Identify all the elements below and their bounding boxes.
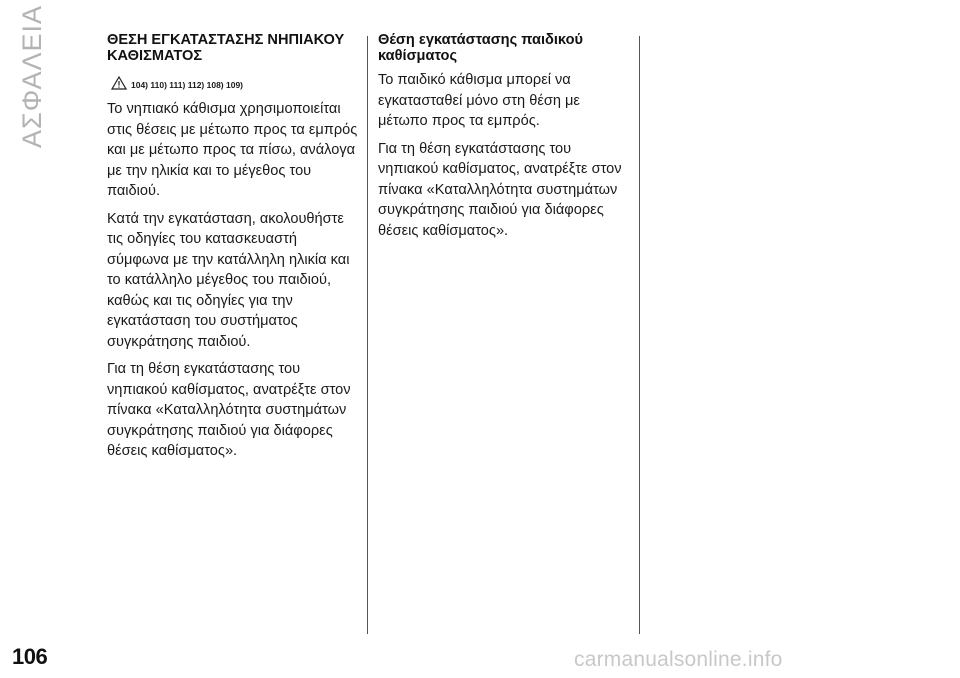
right-heading-line2: καθίσματος [378, 48, 458, 64]
left-paragraph-1: Το νηπιακό κάθισμα χρησιμοποιείται στις θέσεις με μέτωπο προς τα εμπρός και με μέτωπο προς τα πίσω, ανάλογα με την ηλικία και το μέγεθος του παιδιού. [107, 101, 358, 199]
right-paragraph-2: Για τη θέση εγκατάστασης του νηπιακού καθίσματος, ανατρέξτε στον πίνακα «Καταλληλότητα συστημάτων συγκράτησης παιδιού για διάφορες θέσεις καθίσματος». [378, 140, 622, 239]
watermark: carmanualsonline.info [574, 648, 783, 671]
warning-triangle-icon [111, 76, 127, 90]
left-column [107, 32, 359, 469]
left-heading-line2: ΚΑΘΙΣΜΑΤΟΣ [107, 48, 203, 64]
left-heading-line1: ΘΕΣΗ ΕΓΚΑΤΑΣΤΑΣΗΣ ΝΗΠΙΑΚΟΥ [107, 32, 345, 48]
right-heading-line1: Θέση εγκατάστασης παιδικού [378, 32, 583, 48]
left-heading [107, 32, 359, 64]
left-paragraph-2: Κατά την εγκατάσταση, ακολουθήστε τις οδηγίες του κατασκευαστή σύμφωνα με την κατάλληλη ηλικία και το κατάλληλο μέγεθος του παιδιού, καθώς και τις οδηγίες για την εγκατάσταση του συστήματος συγκράτησης παιδιού. [107, 210, 350, 350]
page-number: 106 [12, 644, 48, 669]
right-paragraph-1: Το παιδικό κάθισμα μπορεί να εγκατασταθεί μόνο στη θέση με μέτωπο προς τα εμπρός. [378, 72, 580, 129]
right-column [378, 32, 630, 248]
warning-reference-line [107, 74, 359, 90]
warning-refs: 104) 110) 111) 112) 108) 109) [131, 80, 244, 90]
column-divider-2 [639, 36, 640, 634]
section-side-label: ΑΣΦΑΛΕΙΑ [17, 4, 47, 148]
right-heading [378, 32, 630, 64]
column-divider-1 [367, 36, 368, 634]
left-paragraph-3: Για τη θέση εγκατάστασης του νηπιακού καθίσματος, ανατρέξτε στον πίνακα «Καταλληλότητα συστημάτων συγκράτησης παιδιού για διάφορες θέσεις καθίσματος». [107, 361, 351, 459]
